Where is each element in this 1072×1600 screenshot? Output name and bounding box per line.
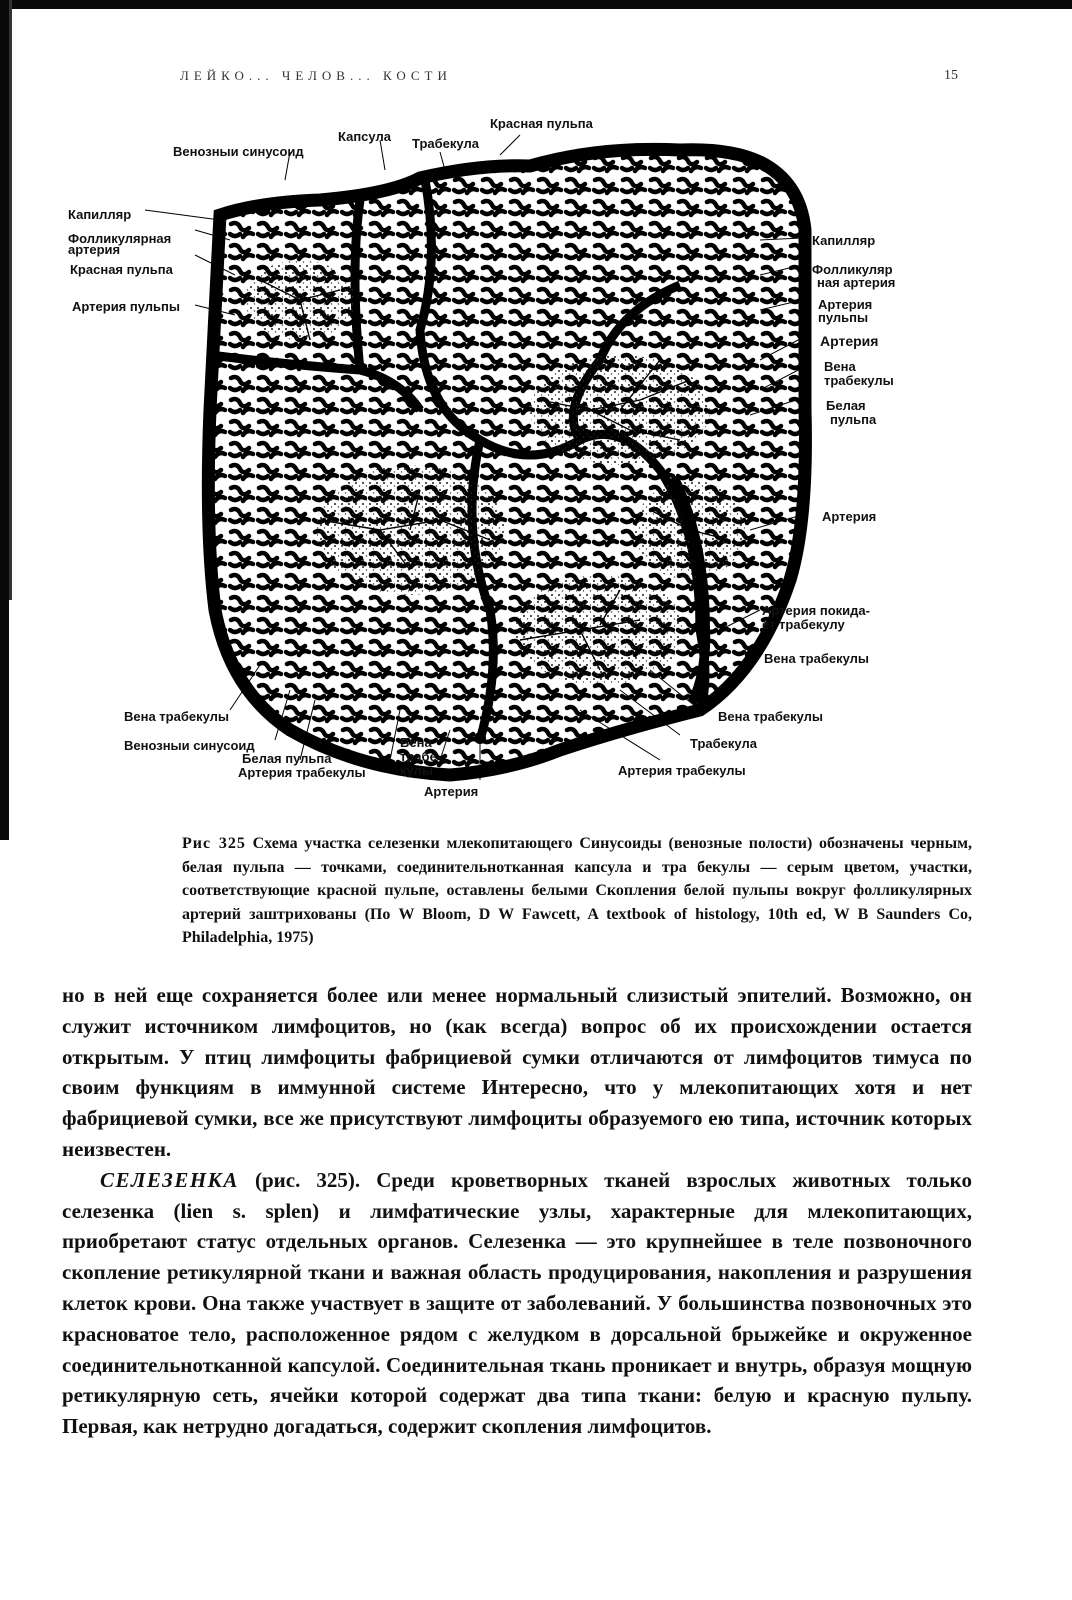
label-top-red-pulp: Красная пульпа [490,116,593,131]
label-left-pulp-artery: Артерия пульпы [72,299,180,314]
label-bottom-trab-artery: Артерия трабекулы [238,765,366,780]
label-bottom-white-pulp: Белая пульпа [242,751,332,766]
label-right-pulp-artery-2: пульпы [818,310,869,325]
label-bottom-trabecula: Трабекула [690,736,757,751]
label-right-trab-vein-1: Вена [824,359,856,374]
label-right-trab-vein-3: Вена трабекулы [764,651,870,666]
label-right-follicular-1: Фолликуляр [812,262,893,277]
label-top-capsule: Капсула [338,129,391,144]
paragraph-1: но в ней еще сохраняется более или менее нормальный слизистый эпителий. Возможно, он служит источником лимфоцитов, но (как всегда) вопрос об их происхождении остается открытым. У птиц лимфоциты фабрициевой сумки отличаются от лимфоцитов тимуса по своим функциям в иммунной системе Интересно, что у млекопитающих хотя и нет фабрициевой сумки, все же присутствуют лимфоциты образуемого ею типа, источник которых неизвестен. [62,983,972,1161]
label-top-venous-sinus: Венозныи синусоид [173,144,304,159]
label-left-red-pulp: Красная пульпа [70,262,173,277]
label-bottom-vein-2: трабе- [400,749,442,764]
label-right-follicular-2: ная артерия [817,275,896,290]
label-right-white-pulp-2: пульпа [830,412,877,427]
label-bottom-venous-sinus: Венозныи синусоид [124,738,255,753]
label-right-artery-leaves-2: ет трабекулу [762,617,845,632]
figure-caption [182,832,972,950]
label-bottom-trab-artery-right: Артерия трабекулы [618,763,746,778]
label-left-follicular-2: артерия [68,242,121,257]
capsule [208,149,805,778]
paragraph-2-text: (рис. 325). Среди кроветворных тканей взрослых животных только селезенка (lien s. splen) и лимфатические узлы, характерные для млекопитающих, приобретают статус отдельных органов. Селезенка — это крупнейшее в теле позвоночного скопление ретикулярной ткани и важная область продуцирования, накопления и разрушения клеток крови. Она также участвует в защите от заболеваний. У большинства позвоночных это красноватое тело, расположенное рядом с желудком в дорсальной брыжейке и окруженное соединительнотканной капсулой. Соединительная ткань проникает и внутрь, образуя мощную ретикулярную сеть, ячейки которой содержат два типа ткани: белую и красную пульпу. Первая, как нетрудно догадаться, содержит скопления лимфоцитов. [62,1167,972,1439]
label-right-artery-2: Артерия [822,509,877,524]
label-bottom-trab-vein-left: Вена трабекулы [124,709,230,724]
caption-text: Схема участка селезенки млекопитающего Синусоиды (венозные полости) обозначены черным, белая пульпа — точками, соединительнотканная капсула и тра бекулы — серым цветом, участки, соответствующие красной пульпе, оставлены белыми Скопления белой пульпы вокруг фолликулярных артерий заштрихованы (По W Bloom, D W Fawcett, A textbook of histology, 10th ed, W B Saunders Co, Philadelphia, 1975) [182,835,973,946]
paragraph-2 [62,1165,972,1442]
running-head: ЛЕЙКО... ЧЕЛОВ... КОСТИ [180,68,452,83]
page-number: 15 [944,68,958,83]
term-spleen: СЕЛЕЗЕНКА [100,1167,239,1192]
label-right-trab-vein-2: трабекулы [824,373,894,388]
label-right-white-pulp-1: Белая [826,398,866,413]
label-right-capillary: Капилляр [812,233,876,248]
label-bottom-trab-vein-right: Вена трабекулы [718,709,824,724]
label-bottom-vein-1: Вена [400,735,432,750]
label-right-artery-leaves-1: Артерия покида- [762,603,870,618]
scan-border-left-thin [9,0,12,600]
label-top-trabecula: Трабекула [412,136,479,151]
label-left-capillary: Капилляр [68,207,132,222]
label-right-pulp-artery-1: Артерия [818,297,873,312]
spleen-figure [60,110,990,820]
label-right-artery-1: Артерия [820,333,879,349]
label-bottom-vein-3: кулы [400,763,433,778]
scan-border-left [0,0,9,840]
scan-border-top [0,0,1072,9]
caption-figure-number: Рис 325 [182,835,246,852]
label-left-follicular-1: Фолликулярная [68,231,172,246]
body-text [62,980,972,1442]
label-bottom-artery: Артерия [424,784,479,799]
